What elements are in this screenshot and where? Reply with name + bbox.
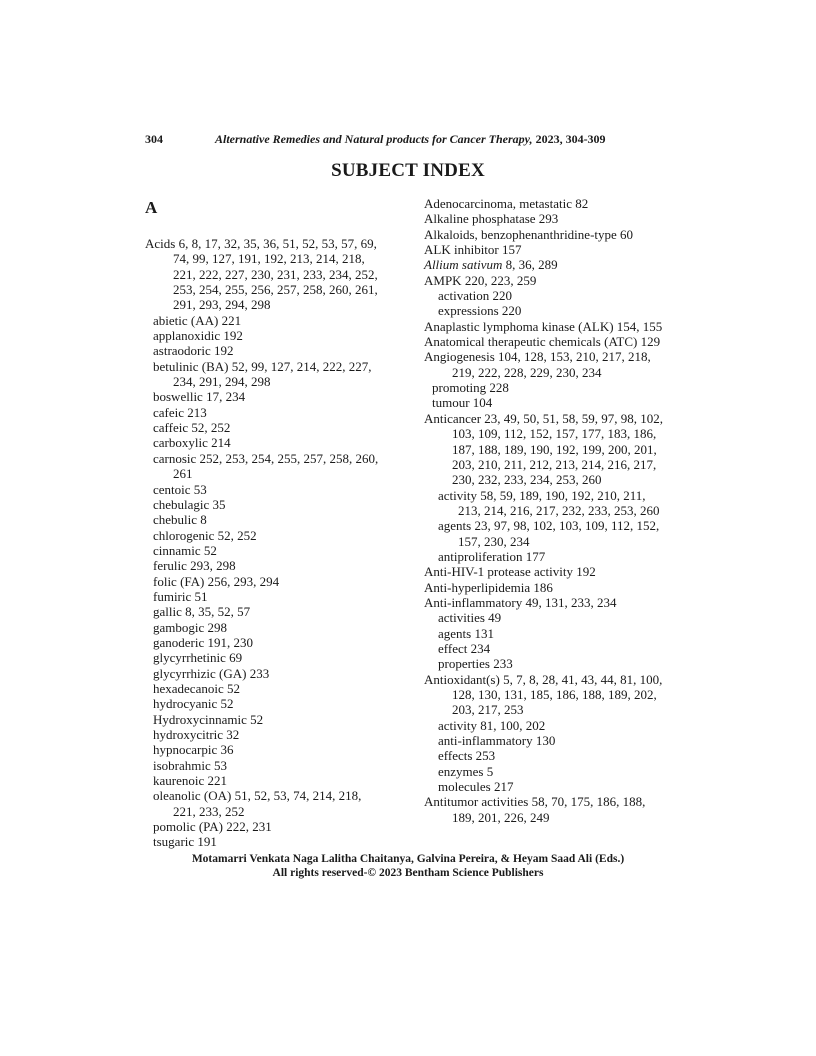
index-entry bbox=[424, 242, 694, 257]
index-entry bbox=[145, 236, 410, 313]
index-subentry bbox=[145, 558, 410, 573]
entry-line: isobrahmic 53 bbox=[153, 757, 228, 773]
entry-continuation-line: 230, 232, 233, 234, 253, 260 bbox=[452, 472, 602, 488]
index-subentry bbox=[145, 574, 410, 589]
index-list-right bbox=[424, 196, 694, 825]
entry-line: ganoderic 191, 230 bbox=[153, 634, 254, 650]
index-subentry bbox=[145, 359, 410, 390]
entry-line: hypnocarpic 36 bbox=[153, 742, 234, 758]
section-letter: A bbox=[145, 198, 158, 217]
index-list-left bbox=[145, 236, 410, 850]
entry-line: Acids 6, 8, 17, 32, 35, 36, 51, 52, 53, 57, 69, bbox=[145, 236, 377, 251]
index-subentry bbox=[424, 380, 694, 395]
footer-rights: All rights reserved-© 2023 Bentham Science Publishers bbox=[272, 867, 544, 879]
entry-line: activity 58, 59, 189, 190, 192, 210, 211, bbox=[438, 487, 646, 503]
index-subentry bbox=[424, 779, 694, 794]
entry-line: fumiric 51 bbox=[153, 588, 208, 604]
entry-line: kaurenoic 221 bbox=[153, 773, 228, 789]
entry-line: folic (FA) 256, 293, 294 bbox=[153, 573, 280, 589]
index-subentry bbox=[145, 635, 410, 650]
entry-line: enzymes 5 bbox=[438, 763, 494, 779]
page-number: 304 bbox=[145, 132, 163, 146]
entry-line: Adenocarcinoma, metastatic 82 bbox=[424, 196, 589, 211]
index-subentry bbox=[145, 497, 410, 512]
entry-line: Antioxidant(s) 5, 7, 8, 28, 41, 43, 44, 81, 100, bbox=[424, 671, 663, 687]
index-entry bbox=[424, 257, 694, 272]
index-entry bbox=[424, 211, 694, 226]
index-entry bbox=[424, 349, 694, 380]
journal-title: Alternative Remedies and Natural products for Cancer Therapy, bbox=[215, 132, 533, 146]
index-subentry bbox=[145, 788, 410, 819]
entry-continuation-line: 203, 210, 211, 212, 213, 214, 216, 217, bbox=[452, 456, 657, 472]
index-subentry bbox=[145, 604, 410, 619]
entry-continuation-line: 234, 291, 294, 298 bbox=[173, 374, 271, 390]
entry-line: effects 253 bbox=[438, 748, 496, 764]
entry-line: carboxylic 214 bbox=[153, 435, 231, 451]
running-head bbox=[145, 132, 665, 147]
entry-line: Anatomical therapeutic chemicals (ATC) 129 bbox=[424, 334, 661, 350]
index-subentry bbox=[424, 395, 694, 410]
entry-line: AMPK 220, 223, 259 bbox=[424, 272, 537, 288]
entry-line: glycyrrhetinic 69 bbox=[153, 650, 243, 666]
index-subentry bbox=[145, 819, 410, 834]
entry-line: agents 131 bbox=[438, 625, 494, 641]
index-subentry bbox=[145, 712, 410, 727]
index-subentry bbox=[145, 528, 410, 543]
entry-line: Anticancer 23, 49, 50, 51, 58, 59, 97, 98, 102, bbox=[424, 410, 664, 426]
entry-continuation-line: 189, 201, 226, 249 bbox=[452, 809, 550, 825]
index-entry bbox=[424, 227, 694, 242]
entry-continuation-line: 253, 254, 255, 256, 257, 258, 260, 261, bbox=[173, 282, 378, 298]
entry-line: hydroxycitric 32 bbox=[153, 727, 240, 742]
index-subentry bbox=[145, 758, 410, 773]
entry-line: tsugaric 191 bbox=[153, 834, 217, 850]
index-entry bbox=[424, 580, 694, 595]
index-subentry bbox=[424, 718, 694, 733]
index-subentry bbox=[424, 610, 694, 625]
index-entry bbox=[424, 564, 694, 579]
entry-line: Alkaloids, benzophenanthridine-type 60 bbox=[424, 226, 634, 242]
index-subentry bbox=[145, 435, 410, 450]
entry-italic-term: Allium sativum bbox=[424, 257, 503, 273]
index-subentry bbox=[424, 549, 694, 564]
index-entry bbox=[424, 319, 694, 334]
entry-line: abietic (AA) 221 bbox=[153, 312, 242, 328]
entry-line: betulinic (BA) 52, 99, 127, 214, 222, 227, bbox=[153, 358, 372, 374]
entry-line: effect 234 bbox=[438, 640, 491, 656]
index-subentry bbox=[424, 764, 694, 779]
entry-continuation-line: 213, 214, 216, 217, 232, 233, 253, 260 bbox=[458, 502, 660, 518]
index-subentry bbox=[424, 641, 694, 656]
entry-line: hydrocyanic 52 bbox=[153, 696, 234, 712]
index-subentry bbox=[424, 626, 694, 641]
index-subentry bbox=[424, 656, 694, 671]
journal-year-pages: 2023, 304-309 bbox=[532, 132, 606, 146]
entry-line: properties 233 bbox=[438, 656, 513, 672]
entry-continuation-line: 291, 293, 294, 298 bbox=[173, 297, 271, 313]
entry-line: tumour 104 bbox=[432, 395, 493, 411]
entry-line: promoting 228 bbox=[432, 380, 509, 396]
entry-line: chlorogenic 52, 252 bbox=[153, 527, 257, 543]
index-subentry bbox=[145, 343, 410, 358]
index-subentry bbox=[145, 512, 410, 527]
index-entry bbox=[424, 196, 694, 211]
index-subentry bbox=[145, 834, 410, 849]
index-subentry bbox=[145, 666, 410, 681]
entry-continuation-line: 219, 222, 228, 229, 230, 234 bbox=[452, 364, 602, 380]
entry-line: astraodoric 192 bbox=[153, 343, 234, 359]
entry-continuation-line: 187, 188, 189, 190, 192, 199, 200, 201, bbox=[452, 441, 657, 457]
entry-line: boswellic 17, 234 bbox=[153, 389, 246, 405]
entry-line: pomolic (PA) 222, 231 bbox=[153, 819, 272, 835]
index-column-right bbox=[424, 196, 694, 825]
entry-continuation-line: 261 bbox=[173, 466, 193, 482]
entry-line: glycyrrhizic (GA) 233 bbox=[153, 665, 270, 681]
entry-continuation-line: 103, 109, 112, 152, 157, 177, 183, 186, bbox=[452, 426, 657, 442]
index-subentry bbox=[145, 742, 410, 757]
entry-line: Allium sativum 8, 36, 289 bbox=[424, 257, 558, 273]
entry-line: Antitumor activities 58, 70, 175, 186, 188, bbox=[424, 794, 646, 810]
entry-line: agents 23, 97, 98, 102, 103, 109, 112, 152, bbox=[438, 518, 660, 534]
index-subentry bbox=[424, 288, 694, 303]
index-subentry bbox=[424, 303, 694, 318]
entry-line: Anti-inflammatory 49, 131, 233, 234 bbox=[424, 594, 617, 610]
entry-continuation-line: 74, 99, 127, 191, 192, 213, 214, 218, bbox=[173, 251, 365, 267]
index-subentry bbox=[145, 696, 410, 711]
index-entry bbox=[424, 672, 694, 718]
index-entry bbox=[424, 273, 694, 288]
index-entry bbox=[424, 411, 694, 488]
entry-line: chebulic 8 bbox=[153, 512, 207, 528]
index-subentry bbox=[424, 518, 694, 549]
index-entry bbox=[424, 595, 694, 610]
entry-line: cinnamic 52 bbox=[153, 542, 217, 558]
entry-line: Anti-hyperlipidemia 186 bbox=[424, 579, 553, 595]
entry-line: Hydroxycinnamic 52 bbox=[153, 711, 264, 727]
index-subentry bbox=[145, 313, 410, 328]
entry-line: Anaplastic lymphoma kinase (ALK) 154, 155 bbox=[424, 318, 663, 334]
index-subentry bbox=[145, 589, 410, 604]
index-subentry bbox=[145, 543, 410, 558]
index-subentry bbox=[145, 405, 410, 420]
page-title: SUBJECT INDEX bbox=[331, 160, 485, 181]
entry-line: anti-inflammatory 130 bbox=[438, 733, 556, 749]
entry-line: chebulagic 35 bbox=[153, 496, 226, 512]
entry-line: activities 49 bbox=[438, 610, 502, 626]
footer-editors: Motamarri Venkata Naga Lalitha Chaitanya, Galvina Pereira, & Heyam Saad Ali (Eds.) bbox=[191, 853, 625, 865]
index-subentry bbox=[145, 620, 410, 635]
entry-line: ferulic 293, 298 bbox=[153, 558, 236, 574]
entry-line: molecules 217 bbox=[438, 779, 514, 795]
entry-line: centoic 53 bbox=[153, 481, 207, 497]
index-subentry bbox=[145, 328, 410, 343]
entry-line: hexadecanoic 52 bbox=[153, 680, 240, 696]
index-subentry bbox=[145, 650, 410, 665]
entry-line: caffeic 52, 252 bbox=[153, 420, 231, 436]
entry-continuation-line: 221, 222, 227, 230, 231, 233, 234, 252, bbox=[173, 266, 378, 282]
entry-line: cafeic 213 bbox=[153, 404, 207, 420]
index-subentry bbox=[145, 420, 410, 435]
entry-line: Alkaline phosphatase 293 bbox=[424, 211, 559, 227]
index-subentry bbox=[424, 488, 694, 519]
index-subentry bbox=[145, 727, 410, 742]
entry-line: Anti-HIV-1 protease activity 192 bbox=[424, 564, 596, 580]
entry-line: applanoxidic 192 bbox=[153, 328, 243, 344]
entry-line: activity 81, 100, 202 bbox=[438, 717, 546, 733]
entry-line: expressions 220 bbox=[438, 303, 522, 319]
index-subentry bbox=[145, 681, 410, 696]
index-subentry bbox=[145, 451, 410, 482]
index-entry bbox=[424, 334, 694, 349]
index-subentry bbox=[424, 733, 694, 748]
entry-continuation-line: 128, 130, 131, 185, 186, 188, 189, 202, bbox=[452, 687, 657, 702]
index-subentry bbox=[145, 389, 410, 404]
entry-line: antiproliferation 177 bbox=[438, 548, 546, 564]
entry-line: Angiogenesis 104, 128, 153, 210, 217, 218, bbox=[424, 349, 651, 365]
entry-line: carnosic 252, 253, 254, 255, 257, 258, 260, bbox=[153, 450, 379, 466]
entry-continuation-line: 157, 230, 234 bbox=[458, 533, 530, 549]
index-column-left bbox=[145, 198, 410, 850]
entry-line: ALK inhibitor 157 bbox=[424, 242, 522, 258]
index-subentry bbox=[145, 482, 410, 497]
entry-line: gambogic 298 bbox=[153, 619, 228, 635]
entry-continuation-line: 221, 233, 252 bbox=[173, 803, 245, 819]
entry-line: activation 220 bbox=[438, 288, 513, 304]
index-subentry bbox=[424, 748, 694, 763]
entry-continuation-line: 203, 217, 253 bbox=[452, 702, 524, 718]
entry-line: oleanolic (OA) 51, 52, 53, 74, 214, 218, bbox=[153, 788, 362, 804]
index-entry bbox=[424, 794, 694, 825]
entry-line: gallic 8, 35, 52, 57 bbox=[153, 604, 251, 620]
index-subentry bbox=[145, 773, 410, 788]
